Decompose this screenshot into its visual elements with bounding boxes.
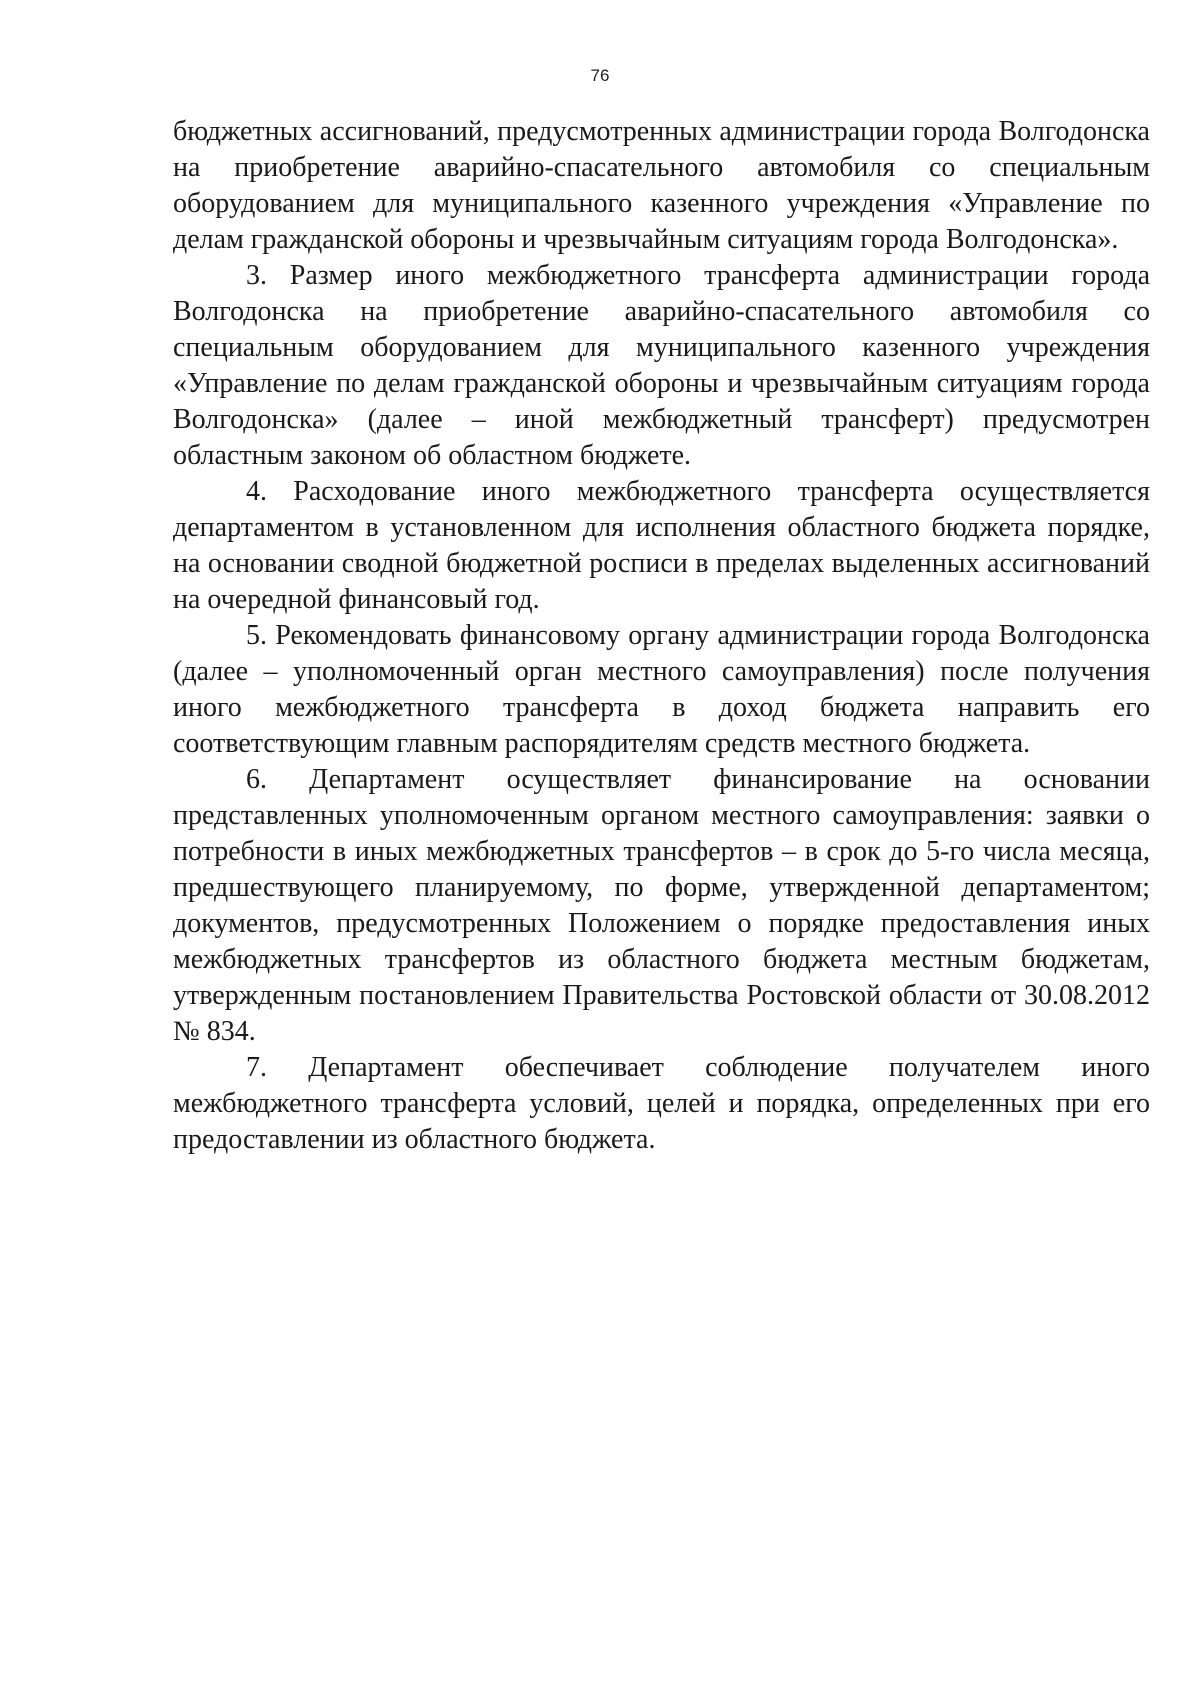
paragraph-4: 4. Расходование иного межбюджетного трансферта осуществляется департаментом в установленном для исполнения областного бюджета порядке, на основании сводной бюджетной росписи в пределах выделенных ассигнований на очередной финансовый год.: [173, 476, 1150, 615]
document-body: [173, 114, 1150, 1158]
page-number: 76: [590, 66, 610, 85]
paragraph-7: 7. Департамент обеспечивает соблюдение получателем иного межбюджетного трансферта условий, целей и порядка, определенных при его предоставлении из областного бюджета.: [173, 1052, 1150, 1155]
paragraph-5: 5. Рекомендовать финансовому органу администрации города Волгодонска (далее – уполномоченный орган местного самоуправления) после получения иного межбюджетного трансферта в доход бюджета направить его соответствующим главным распорядителям средств местного бюджета.: [173, 620, 1150, 759]
paragraph-3: 3. Размер иного межбюджетного трансферта администрации города Волгодонска на приобретение аварийно-спасательного автомобиля со специальным оборудованием для муниципального казенного учреждения «Управление по делам гражданской обороны и чрезвычайным ситуациям города Волгодонска» (далее – иной межбюджетный трансферт) предусмотрен областным законом об областном бюджете.: [173, 260, 1150, 471]
paragraph-continuation: бюджетных ассигнований, предусмотренных администрации города Волгодонска на приобретение аварийно-спасательного автомобиля со специальным оборудованием для муниципального казенного учреждения «Управление по делам гражданской обороны и чрезвычайным ситуациям города Волгодонска».: [173, 116, 1150, 255]
paragraph-6: 6. Департамент осуществляет финансирование на основании представленных уполномоченным органом местного самоуправления: заявки о потребности в иных межбюджетных трансфертов – в срок до 5-го числа месяца, предшествующего планируемому, по форме, утвержденной департаментом; документов, предусмотренных Положением о порядке предоставления иных межбюджетных трансфертов из областного бюджета местным бюджетам, утвержденным постановлением Правительства Ростовской области от 30.08.2012 № 834.: [173, 764, 1150, 1047]
